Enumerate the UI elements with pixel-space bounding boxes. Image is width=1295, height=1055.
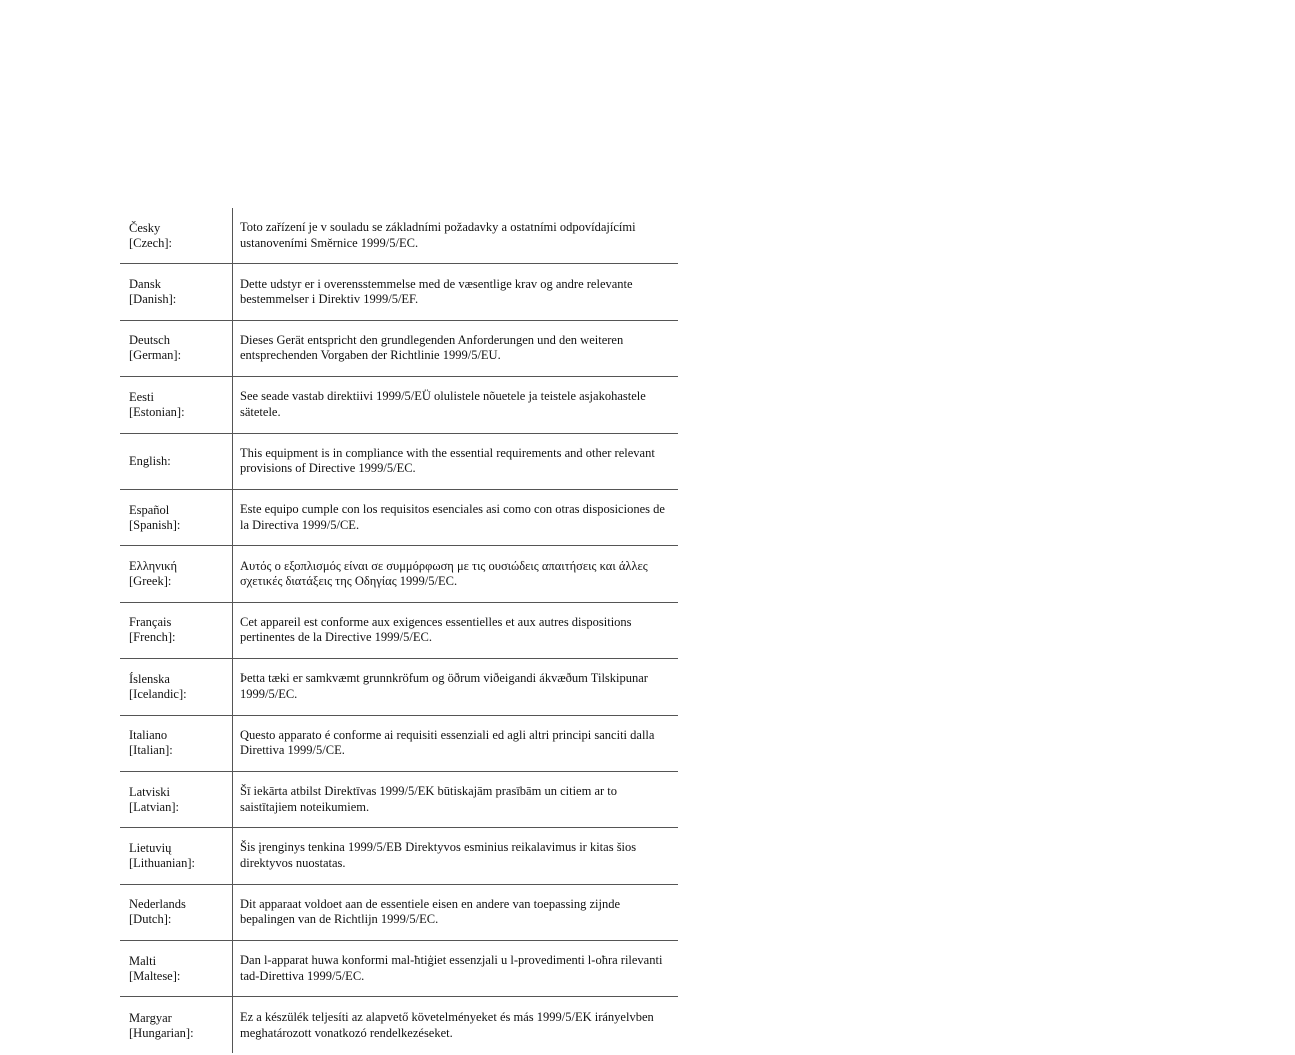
language-cell	[120, 377, 232, 432]
language-name: English:	[129, 453, 171, 468]
table-row	[120, 941, 678, 997]
compliance-table	[120, 208, 678, 1054]
language-cell	[120, 546, 232, 601]
statement-cell	[232, 828, 678, 883]
language-cell	[120, 603, 232, 658]
table-row	[120, 828, 678, 884]
statement-cell	[232, 208, 678, 263]
language-name: Malti	[129, 953, 157, 968]
language-name: Eesti	[129, 389, 154, 404]
table-row	[120, 264, 678, 320]
statement-cell	[232, 772, 678, 827]
language-name: Nederlands	[129, 897, 186, 912]
statement-text: Šis įrenginys tenkina 1999/5/EB Direktyvos esminius reikalavimus ir kitas šios direktyvos nuostatas.	[240, 840, 637, 870]
language-name: Latviski	[129, 784, 170, 799]
language-name: Français	[129, 615, 172, 630]
language-english: [Lithuanian]:	[129, 855, 195, 870]
language-name: Español	[129, 502, 170, 517]
language-name: Ελληνική	[129, 559, 178, 574]
table-row	[120, 997, 678, 1053]
language-english: [Hungarian]:	[129, 1025, 194, 1040]
statement-text: Dieses Gerät entspricht den grundlegenden Anforderungen und den weiteren entsprechenden Vorgaben der Richtlinie 1999/5/EU.	[240, 332, 624, 363]
statement-text: Cet appareil est conforme aux exigences essentielles et aux autres dispositions pertinentes de la Directive 1999/5/EC.	[240, 614, 632, 645]
statement-cell	[232, 716, 678, 771]
statement-cell	[232, 264, 678, 319]
statement-text: Dit apparaat voldoet aan de essentiele eisen en andere van toepassing zijnde bepalingen van de Richtlijn 1999/5/EC.	[240, 896, 621, 927]
table-row	[120, 490, 678, 546]
language-english: [Icelandic]:	[129, 686, 187, 701]
language-english: [Spanish]:	[129, 517, 181, 532]
language-name: Dansk	[129, 277, 161, 292]
statement-text: Questo apparato é conforme ai requisiti essenziali ed agli altri principi sanciti dalla Direttiva 1999/5/CE.	[240, 727, 655, 758]
statement-cell	[232, 885, 678, 940]
table-row	[120, 603, 678, 659]
language-name: Lietuvių	[129, 840, 172, 855]
statement-cell	[232, 941, 678, 996]
table-row	[120, 546, 678, 602]
language-english: [Danish]:	[129, 292, 177, 307]
table-row	[120, 885, 678, 941]
language-cell	[120, 828, 232, 883]
statement-cell	[232, 603, 678, 658]
language-english: [Czech]:	[129, 235, 173, 250]
statement-cell	[232, 659, 678, 714]
statement-cell	[232, 377, 678, 432]
statement-text: See seade vastab direktiivi 1999/5/EÜ olulistele nõuetele ja teistele asjakohastele sätetele.	[240, 389, 646, 419]
language-english: [Estonian]:	[129, 404, 185, 419]
statement-text: Šī iekārta atbilst Direktīvas 1999/5/EK būtiskajām prasībām un citiem ar to saistītajiem noteikumiem.	[240, 784, 618, 814]
language-english: [Maltese]:	[129, 968, 181, 983]
language-cell	[120, 997, 232, 1053]
language-english: [Italian]:	[129, 743, 173, 758]
table-row	[120, 377, 678, 433]
language-name: Italiano	[129, 728, 168, 743]
language-cell	[120, 434, 232, 489]
statement-text: Este equipo cumple con los requisitos esenciales asi como con otras disposiciones de la Directiva 1999/5/CE.	[240, 502, 665, 532]
language-cell	[120, 490, 232, 545]
statement-text: Dette udstyr er i overensstemmelse med de væsentlige krav og andre relevante bestemmelser i Direktiv 1999/5/EF.	[240, 276, 633, 307]
language-name: Deutsch	[129, 333, 170, 348]
language-cell	[120, 716, 232, 771]
statement-text: Toto zařízení je v souladu se základními požadavky a ostatními odpovídajícími ustanoveními Směrnice 1999/5/EC.	[240, 220, 636, 250]
statement-text: Αυτός ο εξοπλισμός είναι σε συμμόρφωση με τις ουσιώδεις απαιτήσεις και άλλες σχετικές διατάξεις της Οδηγίας 1999/5/EC.	[240, 558, 648, 589]
table-row	[120, 772, 678, 828]
statement-cell	[232, 434, 678, 489]
language-english: [German]:	[129, 348, 182, 363]
statement-cell	[232, 546, 678, 601]
table-row	[120, 434, 678, 490]
language-english: [Greek]:	[129, 574, 172, 589]
table-row	[120, 208, 678, 264]
table-row	[120, 321, 678, 377]
statement-text: Þetta tæki er samkvæmt grunnkröfum og öðrum viðeigandi ákvæðum Tilskipunar 1999/5/EC.	[240, 671, 648, 701]
language-name: Margyar	[129, 1010, 172, 1025]
language-cell	[120, 264, 232, 319]
language-english: [French]:	[129, 630, 176, 645]
language-cell	[120, 659, 232, 714]
language-cell	[120, 208, 232, 263]
language-name: Česky	[129, 220, 161, 235]
statement-cell	[232, 490, 678, 545]
statement-text: This equipment is in compliance with the essential requirements and other relevant provisions of Directive 1999/5/EC.	[240, 445, 655, 476]
statement-cell	[232, 321, 678, 376]
statement-cell	[232, 997, 678, 1053]
language-name: Íslenska	[129, 671, 170, 686]
table-row	[120, 716, 678, 772]
table-row	[120, 659, 678, 715]
column-divider	[232, 208, 233, 1053]
statement-text: Dan l-apparat huwa konformi mal-ħtiġiet essenzjali u l-provedimenti l-oħra rilevanti tad-Direttiva 1999/5/EC.	[240, 953, 663, 983]
language-cell	[120, 885, 232, 940]
language-cell	[120, 321, 232, 376]
language-english: [Latvian]:	[129, 799, 179, 814]
language-cell	[120, 941, 232, 996]
language-cell	[120, 772, 232, 827]
statement-text: Ez a készülék teljesíti az alapvető követelményeket és más 1999/5/EK irányelvben meghatározott vonatkozó rendelkezéseket.	[240, 1010, 654, 1040]
language-english: [Dutch]:	[129, 912, 172, 927]
